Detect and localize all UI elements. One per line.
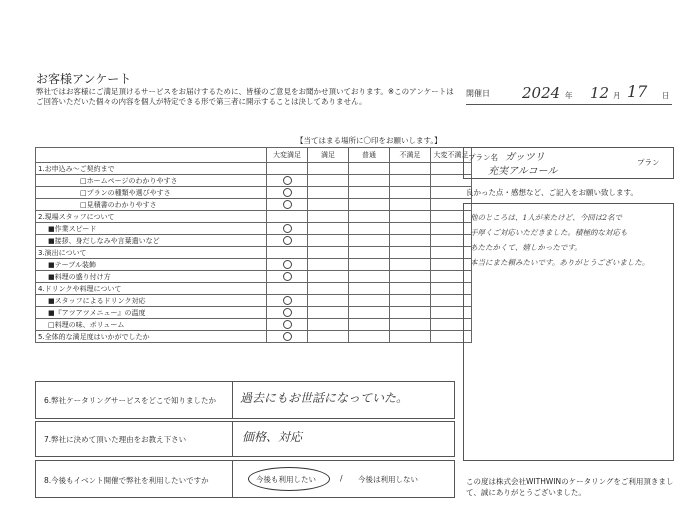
rating-cell[interactable] xyxy=(390,211,431,223)
question-label: □料理の味、ボリューム xyxy=(36,319,267,331)
rating-cell[interactable] xyxy=(267,271,308,283)
question-label: ■料理の盛り付け方 xyxy=(36,271,267,283)
table-row xyxy=(36,199,472,211)
rating-cell[interactable] xyxy=(308,247,349,259)
circle-mark-icon xyxy=(283,272,292,281)
rating-cell[interactable] xyxy=(308,283,349,295)
q8-divider xyxy=(232,460,233,497)
q7-divider xyxy=(232,421,233,456)
rating-cell[interactable] xyxy=(267,211,308,223)
rating-cell[interactable] xyxy=(349,247,390,259)
column-header: 大変満足 xyxy=(267,148,308,163)
circle-mark-icon xyxy=(283,320,292,329)
circle-mark-icon xyxy=(283,224,292,233)
rating-cell[interactable] xyxy=(390,259,431,271)
q8-option-yes[interactable]: 今後も利用したい xyxy=(256,475,316,484)
table-row xyxy=(36,211,472,223)
rating-cell[interactable] xyxy=(390,271,431,283)
column-header: 普通 xyxy=(349,148,390,163)
comment-line: あたたかくて、嬉しかったです。 xyxy=(470,243,582,252)
rating-cell[interactable] xyxy=(349,223,390,235)
table-row xyxy=(36,283,472,295)
rating-cell[interactable] xyxy=(308,307,349,319)
circle-mark-icon xyxy=(283,260,292,269)
rating-cell[interactable] xyxy=(390,235,431,247)
rating-cell[interactable] xyxy=(349,211,390,223)
rating-cell[interactable] xyxy=(267,319,308,331)
comments-text xyxy=(470,210,670,270)
circle-mark-icon xyxy=(283,188,292,197)
rating-cell[interactable] xyxy=(267,331,308,343)
date-label: 開催日 xyxy=(466,89,490,98)
rating-cell[interactable] xyxy=(390,187,431,199)
rating-cell[interactable] xyxy=(390,223,431,235)
column-header: 満足 xyxy=(308,148,349,163)
question-label: 5.全体的な満足度はいかがでしたか xyxy=(36,331,267,343)
question-label: ■『アツアツメニュー』の温度 xyxy=(36,307,267,319)
rating-cell[interactable] xyxy=(267,235,308,247)
circle-mark-icon xyxy=(283,332,292,341)
question-label: 2.現場スタッフについて xyxy=(36,211,267,223)
rating-cell[interactable] xyxy=(390,331,431,343)
table-row xyxy=(36,271,472,283)
rating-cell[interactable] xyxy=(308,211,349,223)
instruction-note: 【当てはまる場所に〇印をお願いします。】 xyxy=(296,136,442,145)
date-day: 17 xyxy=(627,82,648,101)
rating-cell[interactable] xyxy=(390,307,431,319)
question-label: □見積書のわかりやすさ xyxy=(36,199,267,211)
rating-cell[interactable] xyxy=(308,235,349,247)
plan-suffix: プラン xyxy=(637,158,660,167)
rating-cell[interactable] xyxy=(308,187,349,199)
table-row xyxy=(36,187,472,199)
table-row xyxy=(36,331,472,343)
q7-label: 7.弊社に決めて頂いた理由をお教え下さい xyxy=(44,435,187,444)
question-label: 4.ドリンクや料理について xyxy=(36,283,267,295)
rating-cell[interactable] xyxy=(267,187,308,199)
rating-cell[interactable] xyxy=(349,283,390,295)
question-label: ■接拶、身だしなみや言葉遣いなど xyxy=(36,235,267,247)
circle-mark-icon xyxy=(283,236,292,245)
question-label: ■テーブル装飾 xyxy=(36,259,267,271)
rating-cell[interactable] xyxy=(349,331,390,343)
question-label: ■スタッフによるドリンク対応 xyxy=(36,295,267,307)
q6-label: 6.弊社ケータリングサービスをどこで知りましたか xyxy=(44,396,217,405)
comments-label: 良かった点・感想など、ご記入をお願い致します。 xyxy=(466,188,638,197)
rating-cell[interactable] xyxy=(390,295,431,307)
table-row xyxy=(36,319,472,331)
rating-cell[interactable] xyxy=(308,259,349,271)
table-row xyxy=(36,235,472,247)
date-day-unit: 日 xyxy=(662,91,670,100)
plan-name: ガッツリ xyxy=(505,152,545,163)
date-year: 2024 xyxy=(522,84,561,102)
intro-text: 弊社ではお客様にご満足頂けるサービスをお届けするために、皆様のご意見をお聞かせ頂いております。※このアンケートはご回答いただいた個々の内容を個人が特定できる形で第三者に開示することは決してありません。 xyxy=(36,87,454,106)
rating-cell[interactable] xyxy=(308,175,349,187)
date-year-unit: 年 xyxy=(565,91,573,100)
rating-cell[interactable] xyxy=(267,307,308,319)
rating-cell[interactable] xyxy=(390,175,431,187)
circle-mark-icon xyxy=(283,296,292,305)
comment-line: 本当にまた頼みたいです。ありがとうございました。 xyxy=(470,258,650,267)
circle-mark-icon xyxy=(283,176,292,185)
rating-cell[interactable] xyxy=(267,163,308,175)
plan-label: プラン名 xyxy=(468,153,498,162)
q8-label: 8.今後もイベント開催で弊社を利用したいですか xyxy=(44,476,209,485)
rating-cell[interactable] xyxy=(349,271,390,283)
rating-cell[interactable] xyxy=(349,163,390,175)
rating-cell[interactable] xyxy=(390,247,431,259)
rating-cell[interactable] xyxy=(267,175,308,187)
rating-cell[interactable] xyxy=(267,295,308,307)
table-row xyxy=(36,247,472,259)
rating-cell[interactable] xyxy=(308,163,349,175)
plan-name-detail: 充実アルコール xyxy=(488,166,558,177)
rating-cell[interactable] xyxy=(308,319,349,331)
satisfaction-table xyxy=(35,147,472,343)
rating-cell[interactable] xyxy=(308,271,349,283)
rating-cell[interactable] xyxy=(349,259,390,271)
rating-cell[interactable] xyxy=(267,199,308,211)
date-month-unit: 月 xyxy=(613,91,621,100)
rating-cell[interactable] xyxy=(390,199,431,211)
circle-mark-icon xyxy=(283,308,292,317)
comment-line: 手厚くご対応いただきました。積極的な対応も xyxy=(470,228,628,237)
rating-cell[interactable] xyxy=(308,223,349,235)
date-month: 12 xyxy=(590,84,610,102)
rating-cell[interactable] xyxy=(349,187,390,199)
rating-cell[interactable] xyxy=(308,295,349,307)
date-underline xyxy=(466,104,672,105)
table-row xyxy=(36,175,472,187)
rating-cell[interactable] xyxy=(349,307,390,319)
rating-cell[interactable] xyxy=(267,247,308,259)
rating-cell[interactable] xyxy=(308,199,349,211)
comment-line: 他のところは、1人が来たけど、今回は2名で xyxy=(470,213,623,222)
table-row xyxy=(36,295,472,307)
q6-answer: 過去にもお世話になっていた。 xyxy=(240,391,409,405)
rating-cell[interactable] xyxy=(390,163,431,175)
rating-cell[interactable] xyxy=(390,283,431,295)
table-row xyxy=(36,307,472,319)
header-blank xyxy=(36,148,267,163)
table-row xyxy=(36,259,472,271)
q8-option-no[interactable]: 今後は利用しない xyxy=(358,475,418,484)
question-label: 1.お申込み～ご契約まで xyxy=(36,163,267,175)
column-header: 大変不満足 xyxy=(431,148,472,163)
question-label: ■作業スピード xyxy=(36,223,267,235)
rating-cell[interactable] xyxy=(267,223,308,235)
circle-mark-icon xyxy=(283,200,292,209)
survey-title: お客様アンケート xyxy=(36,72,132,86)
q8-slash: / xyxy=(340,474,343,483)
footer-thanks: この度は株式会社WITHWINのケータリングをご利用頂きまして、誠にありがとうございました。 xyxy=(466,477,674,497)
table-row xyxy=(36,223,472,235)
rating-cell[interactable] xyxy=(349,199,390,211)
rating-cell[interactable] xyxy=(390,319,431,331)
question-label: □ホームページのわかりやすさ xyxy=(36,175,267,187)
column-header: 不満足 xyxy=(390,148,431,163)
rating-cell[interactable] xyxy=(349,319,390,331)
table-header-row xyxy=(36,148,472,163)
rating-cell[interactable] xyxy=(267,283,308,295)
rating-cell[interactable] xyxy=(267,259,308,271)
q7-answer: 価格、対応 xyxy=(242,430,303,444)
table-row xyxy=(36,163,472,175)
rating-cell[interactable] xyxy=(308,331,349,343)
question-label: 3.演出について xyxy=(36,247,267,259)
rating-cell[interactable] xyxy=(349,175,390,187)
rating-cell[interactable] xyxy=(349,235,390,247)
question-label: □プランの種類や選びやすさ xyxy=(36,187,267,199)
q6-divider xyxy=(232,381,233,418)
rating-cell[interactable] xyxy=(349,295,390,307)
